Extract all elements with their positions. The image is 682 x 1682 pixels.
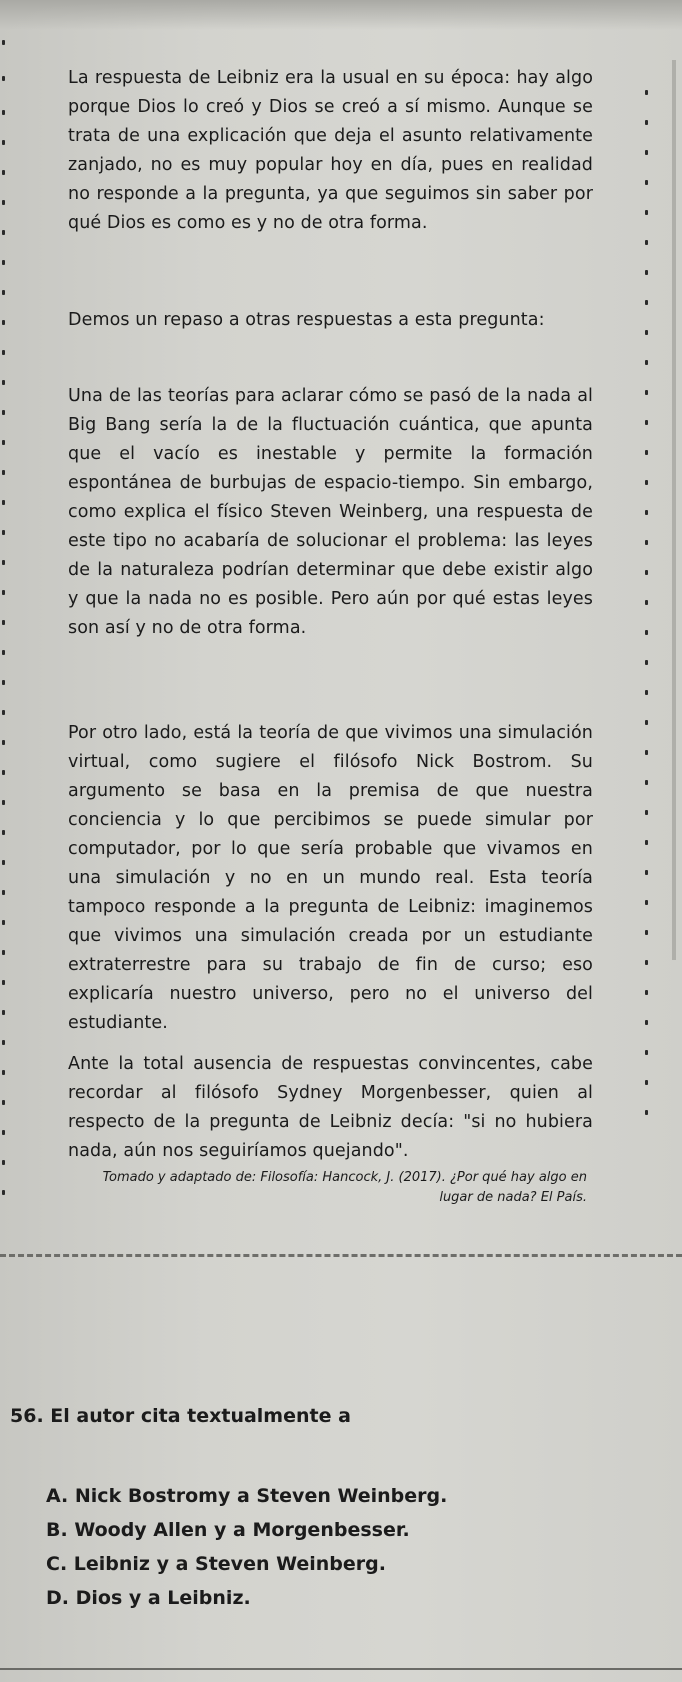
page-edge-shadow <box>672 60 676 960</box>
paragraph-text: La respuesta de Leibniz era la usual en su época: hay algo porque Dios lo creó y Dios se creó a sí mismo. Aunque se trata de una explicación que deja el asunto relativamente zanjado, no es muy popular hoy en día, pues en realidad no responde a la pregunta, ya que seguimos sin saber por qué Dios es como es y no de otra forma. <box>68 68 593 233</box>
option-c[interactable]: C. Leibniz y a Steven Weinberg. <box>46 1553 386 1575</box>
passage-paragraph-1 <box>68 64 593 238</box>
paragraph-text: Demos un repaso a otras respuestas a esta pregunta: <box>68 310 545 330</box>
option-a[interactable]: A. Nick Bostromy a Steven Weinberg. <box>46 1485 448 1507</box>
section-divider <box>0 1254 682 1257</box>
passage-paragraph-2 <box>68 306 593 335</box>
passage-paragraph-5 <box>68 1050 593 1166</box>
paragraph-text: Una de las teorías para aclarar cómo se pasó de la nada al Big Bang sería la de la fluctuación cuántica, que apunta que el vacío es inestable y permite la formación espontánea de burbujas de espacio-tiempo. Sin embargo, como explica el físico Steven Weinberg, una respuesta de este tipo no acabaría de solucionar el problema: las leyes de la naturaleza podrían determinar que debe existir algo y que la nada no es posible. Pero aún por qué estas leyes son así y no de otra forma. <box>68 386 593 638</box>
passage-paragraph-4 <box>68 719 593 1038</box>
question-stem: 56. El autor cita textualmente a <box>10 1405 351 1427</box>
paragraph-text: Ante la total ausencia de respuestas convincentes, cabe recordar al filósofo Sydney Morgenbesser, quien al respecto de la pregunta de Leibniz decía: "si no hubiera nada, aún nos seguiríamos quejando". <box>68 1054 593 1161</box>
answer-options <box>46 1479 447 1615</box>
bottom-rule <box>0 1668 682 1670</box>
option-d[interactable]: D. Dios y a Leibniz. <box>46 1587 251 1609</box>
page-top-shadow <box>0 0 682 30</box>
option-b[interactable]: B. Woody Allen y a Morgenbesser. <box>46 1519 410 1541</box>
paragraph-text: Por otro lado, está la teoría de que vivimos una simulación virtual, como sugiere el filósofo Nick Bostrom. Su argumento se basa en la premisa de que nuestra conciencia y lo que percibimos se puede simular por computador, por lo que sería probable que vivamos en una simulación y no en un mundo real. Esta teoría tampoco responde a la pregunta de Leibniz: imaginemos que vivimos una simulación creada por un estudiante extraterrestre para su trabajo de fin de curso; eso explicaría nuestro universo, pero no el universo del estudiante. <box>68 723 593 1033</box>
source-citation: Tomado y adaptado de: Filosofía: Hancock, J. (2017). ¿Por qué hay algo en lugar de nada? El País. <box>102 1170 587 1205</box>
passage-paragraph-3 <box>68 382 593 643</box>
